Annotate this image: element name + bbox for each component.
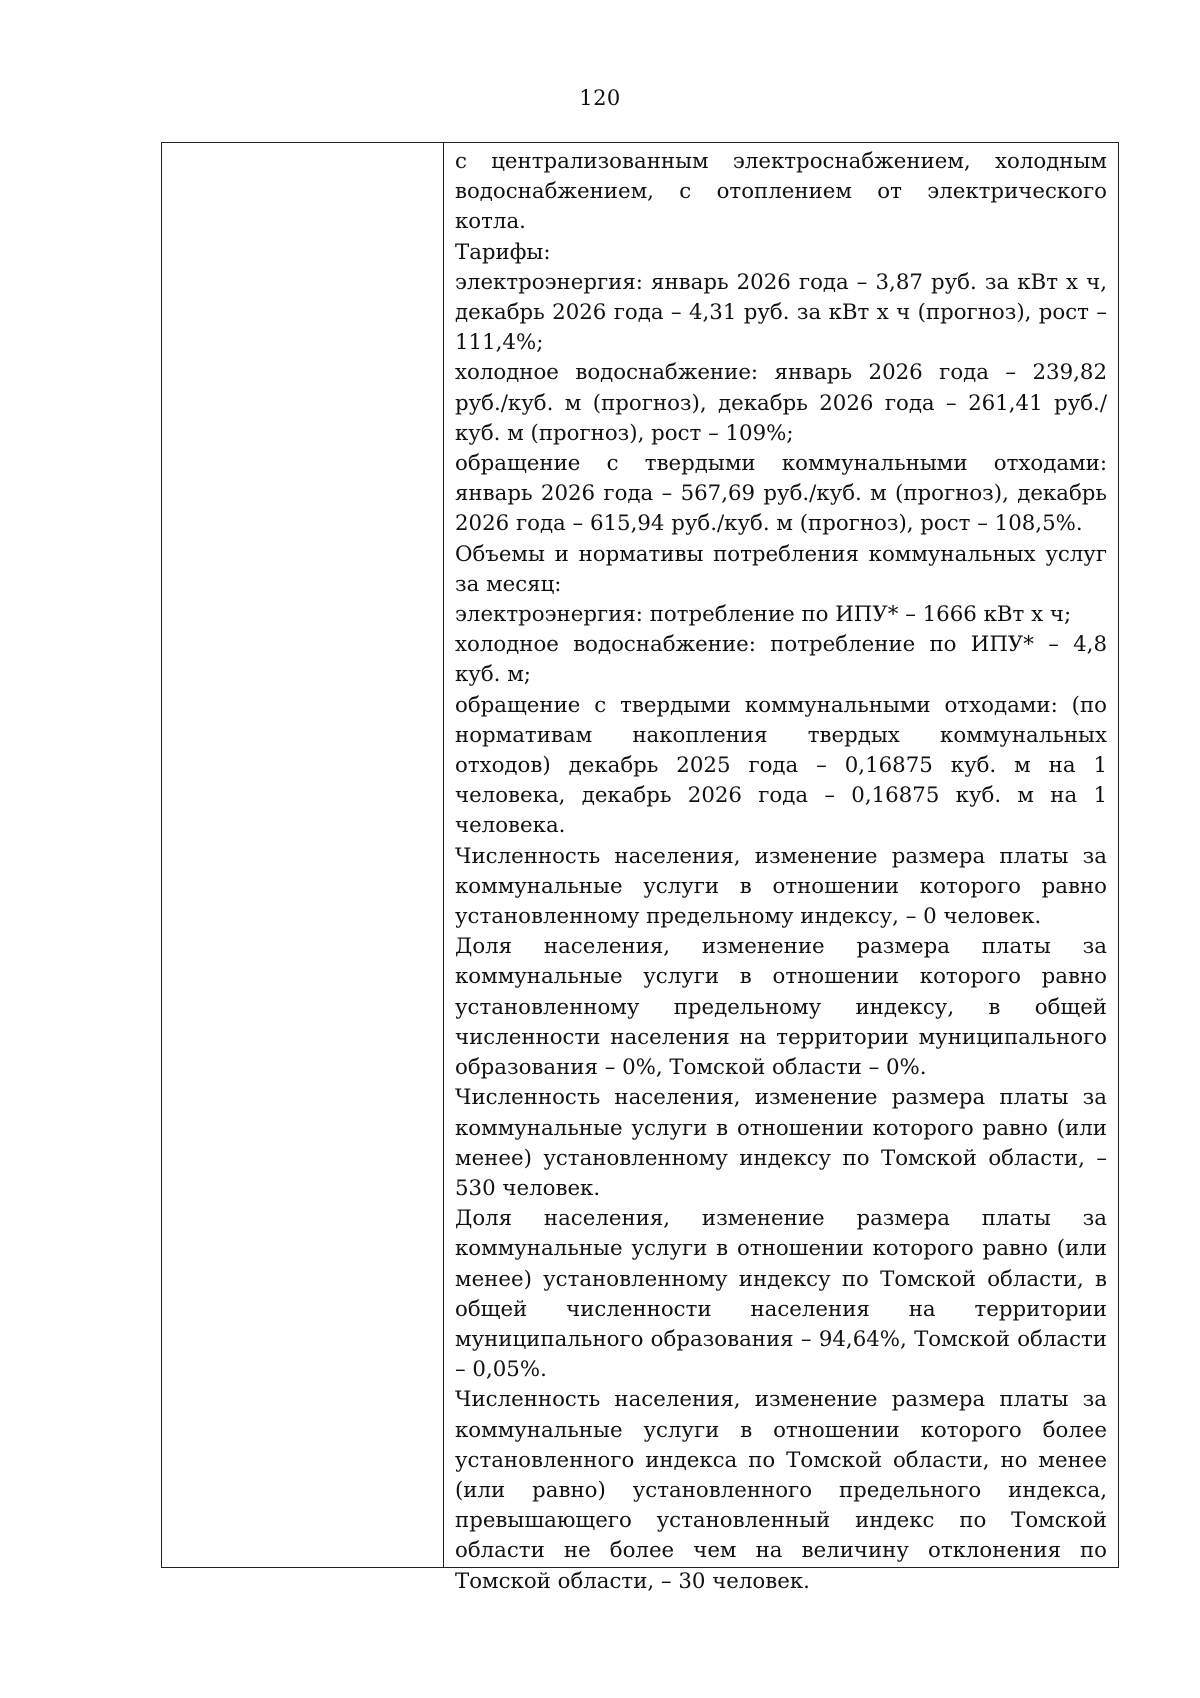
document-table xyxy=(161,142,1119,1594)
table-cell-right xyxy=(444,143,1118,1594)
paragraph-consumption-electricity: электроэнергия: потребление по ИПУ* – 1666 кВт х ч; xyxy=(455,602,1072,628)
paragraph-population-above-index: Численность населения, изменение размера платы за коммунальные услуги в отношении которого более установленного индекса по Томской области, но менее (или равно) установленного предельного индекса, превышающего установленный индекс по Томской области не более чем на величину отклонения по Томской области, – 30 человек. xyxy=(455,1387,1107,1594)
paragraph-tariffs-heading: Тарифы: xyxy=(455,239,551,265)
page-number: 120 xyxy=(579,86,621,110)
paragraph-population-equal-limit: Численность населения, изменение размера платы за коммунальные услуги в отношении которого равно установленному предельному индексу, – 0 человек. xyxy=(455,843,1107,930)
paragraph-population-within-index: Численность населения, изменение размера платы за коммунальные услуги в отношении которого равно (или менее) установленному индексу по Томской области, – 530 человек. xyxy=(455,1085,1107,1201)
paragraph-consumption-heading: Объемы и нормативы потребления коммунальных услуг за месяц: xyxy=(455,541,1107,597)
paragraph-share-within-index: Доля населения, изменение размера платы за коммунальные услуги в отношении которого равно (или менее) установленному индексу по Томской области, в общей численности населения на территории муниципального образования – 94,64%, Томской области – 0,05%. xyxy=(455,1206,1107,1383)
table-cell-left xyxy=(162,143,444,1567)
paragraph-consumption-cold-water: холодное водоснабжение: потребление по ИПУ* – 4,8 куб. м; xyxy=(455,632,1107,688)
paragraph-consumption-solid-waste: обращение с твердыми коммунальными отходами: (по нормативам накопления твердых коммунальных отходов) декабрь 2025 года – 0,16875 куб. м на 1 человека, декабрь 2026 года – 0,16875 куб. м на 1 человека. xyxy=(455,692,1107,839)
paragraph-supply-conditions: с централизованным электроснабжением, холодным водоснабжением, с отоплением от электрического котла. xyxy=(455,149,1107,235)
paragraph-tariff-solid-waste: обращение с твердыми коммунальными отходами: январь 2026 года – 567,69 руб./куб. м (прогноз), декабрь 2026 года – 615,94 руб./куб. м (прогноз), рост – 108,5%. xyxy=(455,451,1107,537)
paragraph-share-equal-limit: Доля населения, изменение размера платы за коммунальные услуги в отношении которого равно установленному предельному индексу, в общей численности населения на территории муниципального образования – 0%, Томской области – 0%. xyxy=(455,934,1107,1081)
paragraph-tariff-cold-water: холодное водоснабжение: январь 2026 года – 239,82 руб./куб. м (прогноз), декабрь 2026 года – 261,41 руб./куб. м (прогноз), рост – 109%; xyxy=(455,360,1107,446)
paragraph-tariff-electricity: электроэнергия: январь 2026 года – 3,87 руб. за кВт х ч, декабрь 2026 года – 4,31 руб. за кВт х ч (прогноз), рост – 111,4%; xyxy=(455,269,1107,356)
